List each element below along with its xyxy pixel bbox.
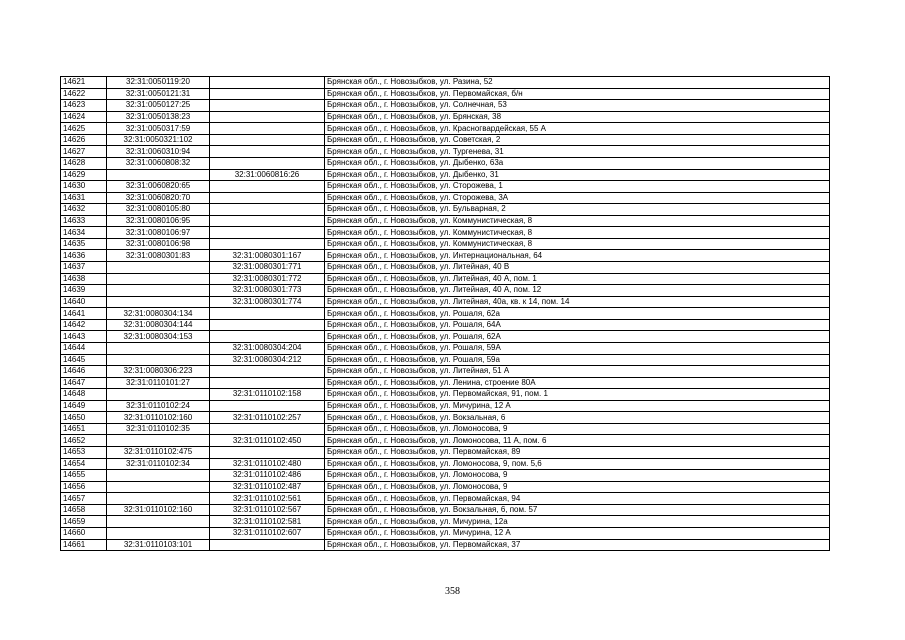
row-number-cell: 14644: [61, 342, 107, 354]
address-cell: Брянская обл., г. Новозыбков, ул. Коммунистическая, 8: [325, 227, 830, 239]
cadastral-number-cell: 32:31:0110102:34: [107, 458, 210, 470]
address-cell: Брянская обл., г. Новозыбков, ул. Рошаля, 62А: [325, 331, 830, 343]
row-number-cell: 14624: [61, 111, 107, 123]
row-number-cell: 14660: [61, 527, 107, 539]
row-number-cell: 14633: [61, 215, 107, 227]
address-cell: Брянская обл., г. Новозыбков, ул. Мичурина, 12 А: [325, 400, 830, 412]
cadastral-number-cell: [107, 435, 210, 447]
row-number-cell: 14656: [61, 481, 107, 493]
table-row: [61, 458, 830, 470]
address-cell: Брянская обл., г. Новозыбков, ул. Литейная, 40 А, пом. 1: [325, 273, 830, 285]
cadastral-number-cell: 32:31:0110103:101: [107, 539, 210, 551]
table-row: [61, 181, 830, 193]
row-number-cell: 14622: [61, 88, 107, 100]
row-number-cell: 14649: [61, 400, 107, 412]
address-cell: Брянская обл., г. Новозыбков, ул. Ломоносова, 11 А, пом. 6: [325, 435, 830, 447]
table-row: [61, 412, 830, 424]
table-row: [61, 250, 830, 262]
address-cell: Брянская обл., г. Новозыбков, ул. Красногвардейская, 55 А: [325, 123, 830, 135]
row-number-cell: 14643: [61, 331, 107, 343]
cadastral-number-cell: 32:31:0110102:35: [107, 423, 210, 435]
secondary-cadastral-number-cell: [210, 88, 325, 100]
secondary-cadastral-number-cell: 32:31:0110102:486: [210, 470, 325, 482]
address-cell: Брянская обл., г. Новозыбков, ул. Мичурина, 12а: [325, 516, 830, 528]
cadastral-number-cell: 32:31:0060310:94: [107, 146, 210, 158]
cadastral-number-cell: 32:31:0110102:475: [107, 447, 210, 459]
secondary-cadastral-number-cell: 32:31:0110102:607: [210, 527, 325, 539]
address-cell: Брянская обл., г. Новозыбков, ул. Дыбенко, 31: [325, 169, 830, 181]
cadastral-number-cell: 32:31:0080304:134: [107, 308, 210, 320]
address-cell: Брянская обл., г. Новозыбков, ул. Первомайская, 37: [325, 539, 830, 551]
table-row: [61, 470, 830, 482]
address-cell: Брянская обл., г. Новозыбков, ул. Первомайская, 89: [325, 447, 830, 459]
address-cell: Брянская обл., г. Новозыбков, ул. Солнечная, 53: [325, 100, 830, 112]
address-cell: Брянская обл., г. Новозыбков, ул. Ломоносова, 9: [325, 481, 830, 493]
secondary-cadastral-number-cell: [210, 447, 325, 459]
cadastral-number-cell: 32:31:0080105:80: [107, 204, 210, 216]
table-row: [61, 157, 830, 169]
table-row: [61, 273, 830, 285]
address-cell: Брянская обл., г. Новозыбков, ул. Ломоносова, 9, пом. 5,6: [325, 458, 830, 470]
table-row: [61, 285, 830, 297]
address-cell: Брянская обл., г. Новозыбков, ул. Ломоносова, 9: [325, 470, 830, 482]
secondary-cadastral-number-cell: [210, 111, 325, 123]
row-number-cell: 14628: [61, 157, 107, 169]
row-number-cell: 14632: [61, 204, 107, 216]
secondary-cadastral-number-cell: [210, 377, 325, 389]
address-cell: Брянская обл., г. Новозыбков, ул. Литейная, 51 А: [325, 366, 830, 378]
address-cell: Брянская обл., г. Новозыбков, ул. Тургенева, 31: [325, 146, 830, 158]
row-number-cell: 14621: [61, 77, 107, 89]
table-row: [61, 377, 830, 389]
cadastral-number-cell: 32:31:0080106:98: [107, 238, 210, 250]
table-row: [61, 366, 830, 378]
row-number-cell: 14638: [61, 273, 107, 285]
secondary-cadastral-number-cell: 32:31:0080301:167: [210, 250, 325, 262]
cadastral-number-cell: 32:31:0050321:102: [107, 134, 210, 146]
table-row: [61, 481, 830, 493]
address-cell: Брянская обл., г. Новозыбков, ул. Первомайская, б/н: [325, 88, 830, 100]
cadastral-number-cell: 32:31:0110102:160: [107, 504, 210, 516]
table-row: [61, 77, 830, 89]
secondary-cadastral-number-cell: [210, 366, 325, 378]
table-row: [61, 539, 830, 551]
address-cell: Брянская обл., г. Новозыбков, ул. Рошаля, 59А: [325, 342, 830, 354]
cadastral-number-cell: [107, 481, 210, 493]
secondary-cadastral-number-cell: 32:31:0060816:26: [210, 169, 325, 181]
address-cell: Брянская обл., г. Новозыбков, ул. Разина, 52: [325, 77, 830, 89]
secondary-cadastral-number-cell: 32:31:0080304:212: [210, 354, 325, 366]
cadastral-number-cell: [107, 342, 210, 354]
row-number-cell: 14640: [61, 296, 107, 308]
address-cell: Брянская обл., г. Новозыбков, ул. Брянская, 38: [325, 111, 830, 123]
secondary-cadastral-number-cell: [210, 134, 325, 146]
secondary-cadastral-number-cell: [210, 181, 325, 193]
cadastral-number-cell: 32:31:0080306:223: [107, 366, 210, 378]
secondary-cadastral-number-cell: [210, 331, 325, 343]
table-row: [61, 308, 830, 320]
cadastral-number-cell: 32:31:0080304:144: [107, 319, 210, 331]
secondary-cadastral-number-cell: 32:31:0110102:158: [210, 389, 325, 401]
address-cell: Брянская обл., г. Новозыбков, ул. Сторожева, 3А: [325, 192, 830, 204]
row-number-cell: 14637: [61, 262, 107, 274]
table-row: [61, 227, 830, 239]
secondary-cadastral-number-cell: [210, 204, 325, 216]
cadastral-number-cell: [107, 273, 210, 285]
cadastral-number-cell: [107, 169, 210, 181]
row-number-cell: 14629: [61, 169, 107, 181]
address-cell: Брянская обл., г. Новозыбков, ул. Коммунистическая, 8: [325, 215, 830, 227]
address-cell: Брянская обл., г. Новозыбков, ул. Бульварная, 2: [325, 204, 830, 216]
secondary-cadastral-number-cell: 32:31:0080304:204: [210, 342, 325, 354]
address-cell: Брянская обл., г. Новозыбков, ул. Ломоносова, 9: [325, 423, 830, 435]
page-number: 358: [445, 586, 460, 597]
address-cell: Брянская обл., г. Новозыбков, ул. Первомайская, 91, пом. 1: [325, 389, 830, 401]
secondary-cadastral-number-cell: 32:31:0080301:773: [210, 285, 325, 297]
cadastral-number-cell: [107, 262, 210, 274]
secondary-cadastral-number-cell: [210, 400, 325, 412]
cadastral-number-cell: [107, 493, 210, 505]
row-number-cell: 14636: [61, 250, 107, 262]
cadastral-number-cell: [107, 354, 210, 366]
registry-table-body: [61, 77, 830, 551]
table-row: [61, 123, 830, 135]
address-cell: Брянская обл., г. Новозыбков, ул. Советская, 2: [325, 134, 830, 146]
cadastral-number-cell: 32:31:0060820:65: [107, 181, 210, 193]
table-row: [61, 423, 830, 435]
row-number-cell: 14655: [61, 470, 107, 482]
table-row: [61, 146, 830, 158]
address-cell: Брянская обл., г. Новозыбков, ул. Первомайская, 94: [325, 493, 830, 505]
secondary-cadastral-number-cell: [210, 319, 325, 331]
row-number-cell: 14625: [61, 123, 107, 135]
cadastral-number-cell: [107, 527, 210, 539]
row-number-cell: 14630: [61, 181, 107, 193]
row-number-cell: 14657: [61, 493, 107, 505]
secondary-cadastral-number-cell: 32:31:0080301:774: [210, 296, 325, 308]
secondary-cadastral-number-cell: [210, 238, 325, 250]
address-cell: Брянская обл., г. Новозыбков, ул. Рошаля, 64А: [325, 319, 830, 331]
row-number-cell: 14647: [61, 377, 107, 389]
cadastral-number-cell: [107, 389, 210, 401]
secondary-cadastral-number-cell: 32:31:0110102:567: [210, 504, 325, 516]
row-number-cell: 14661: [61, 539, 107, 551]
address-cell: Брянская обл., г. Новозыбков, ул. Литейная, 40а, кв. к 14, пом. 14: [325, 296, 830, 308]
table-row: [61, 319, 830, 331]
cadastral-number-cell: 32:31:0050121:31: [107, 88, 210, 100]
table-row: [61, 204, 830, 216]
cadastral-number-cell: [107, 296, 210, 308]
secondary-cadastral-number-cell: 32:31:0110102:257: [210, 412, 325, 424]
table-row: [61, 262, 830, 274]
secondary-cadastral-number-cell: 32:31:0110102:487: [210, 481, 325, 493]
registry-table: [60, 76, 830, 551]
row-number-cell: 14634: [61, 227, 107, 239]
row-number-cell: 14627: [61, 146, 107, 158]
table-row: [61, 331, 830, 343]
cadastral-number-cell: 32:31:0060808:32: [107, 157, 210, 169]
row-number-cell: 14645: [61, 354, 107, 366]
secondary-cadastral-number-cell: [210, 100, 325, 112]
table-row: [61, 296, 830, 308]
row-number-cell: 14650: [61, 412, 107, 424]
secondary-cadastral-number-cell: 32:31:0080301:772: [210, 273, 325, 285]
secondary-cadastral-number-cell: 32:31:0110102:480: [210, 458, 325, 470]
table-row: [61, 100, 830, 112]
row-number-cell: 14646: [61, 366, 107, 378]
row-number-cell: 14659: [61, 516, 107, 528]
address-cell: Брянская обл., г. Новозыбков, ул. Рошаля, 62а: [325, 308, 830, 320]
table-row: [61, 400, 830, 412]
row-number-cell: 14652: [61, 435, 107, 447]
table-row: [61, 192, 830, 204]
secondary-cadastral-number-cell: [210, 308, 325, 320]
table-row: [61, 111, 830, 123]
row-number-cell: 14639: [61, 285, 107, 297]
secondary-cadastral-number-cell: [210, 192, 325, 204]
table-row: [61, 354, 830, 366]
cadastral-number-cell: 32:31:0050127:25: [107, 100, 210, 112]
row-number-cell: 14642: [61, 319, 107, 331]
table-row: [61, 215, 830, 227]
cadastral-number-cell: 32:31:0110102:160: [107, 412, 210, 424]
cadastral-number-cell: 32:31:0110102:24: [107, 400, 210, 412]
secondary-cadastral-number-cell: [210, 215, 325, 227]
address-cell: Брянская обл., г. Новозыбков, ул. Вокзальная, 6, пом. 57: [325, 504, 830, 516]
secondary-cadastral-number-cell: [210, 423, 325, 435]
address-cell: Брянская обл., г. Новозыбков, ул. Интернациональная, 64: [325, 250, 830, 262]
row-number-cell: 14654: [61, 458, 107, 470]
cadastral-number-cell: 32:31:0080304:153: [107, 331, 210, 343]
cadastral-number-cell: [107, 285, 210, 297]
address-cell: Брянская обл., г. Новозыбков, ул. Сторожева, 1: [325, 181, 830, 193]
row-number-cell: 14658: [61, 504, 107, 516]
secondary-cadastral-number-cell: [210, 157, 325, 169]
cadastral-number-cell: 32:31:0080106:97: [107, 227, 210, 239]
row-number-cell: 14651: [61, 423, 107, 435]
cadastral-number-cell: [107, 470, 210, 482]
secondary-cadastral-number-cell: [210, 123, 325, 135]
table-row: [61, 238, 830, 250]
table-row: [61, 447, 830, 459]
secondary-cadastral-number-cell: 32:31:0110102:561: [210, 493, 325, 505]
secondary-cadastral-number-cell: 32:31:0080301:771: [210, 262, 325, 274]
table-row: [61, 389, 830, 401]
table-row: [61, 504, 830, 516]
row-number-cell: 14635: [61, 238, 107, 250]
address-cell: Брянская обл., г. Новозыбков, ул. Рошаля, 59а: [325, 354, 830, 366]
table-row: [61, 527, 830, 539]
secondary-cadastral-number-cell: [210, 77, 325, 89]
table-row: [61, 435, 830, 447]
address-cell: Брянская обл., г. Новозыбков, ул. Мичурина, 12 А: [325, 527, 830, 539]
address-cell: Брянская обл., г. Новозыбков, ул. Ленина, строение 80А: [325, 377, 830, 389]
cadastral-number-cell: 32:31:0080106:95: [107, 215, 210, 227]
row-number-cell: 14648: [61, 389, 107, 401]
table-row: [61, 493, 830, 505]
cadastral-number-cell: [107, 516, 210, 528]
address-cell: Брянская обл., г. Новозыбков, ул. Вокзальная, 6: [325, 412, 830, 424]
table-row: [61, 169, 830, 181]
secondary-cadastral-number-cell: [210, 227, 325, 239]
address-cell: Брянская обл., г. Новозыбков, ул. Дыбенко, 63а: [325, 157, 830, 169]
address-cell: Брянская обл., г. Новозыбков, ул. Коммунистическая, 8: [325, 238, 830, 250]
row-number-cell: 14623: [61, 100, 107, 112]
cadastral-number-cell: 32:31:0050317:59: [107, 123, 210, 135]
table-row: [61, 342, 830, 354]
secondary-cadastral-number-cell: [210, 539, 325, 551]
row-number-cell: 14626: [61, 134, 107, 146]
cadastral-number-cell: 32:31:0080301:83: [107, 250, 210, 262]
table-row: [61, 134, 830, 146]
secondary-cadastral-number-cell: [210, 146, 325, 158]
cadastral-number-cell: 32:31:0060820:70: [107, 192, 210, 204]
cadastral-number-cell: 32:31:0050119:20: [107, 77, 210, 89]
secondary-cadastral-number-cell: 32:31:0110102:581: [210, 516, 325, 528]
table-row: [61, 516, 830, 528]
address-cell: Брянская обл., г. Новозыбков, ул. Литейная, 40 А, пом. 12: [325, 285, 830, 297]
cadastral-number-cell: 32:31:0110101:27: [107, 377, 210, 389]
table-row: [61, 88, 830, 100]
row-number-cell: 14641: [61, 308, 107, 320]
cadastral-number-cell: 32:31:0050138:23: [107, 111, 210, 123]
address-cell: Брянская обл., г. Новозыбков, ул. Литейная, 40 В: [325, 262, 830, 274]
row-number-cell: 14631: [61, 192, 107, 204]
row-number-cell: 14653: [61, 447, 107, 459]
secondary-cadastral-number-cell: 32:31:0110102:450: [210, 435, 325, 447]
